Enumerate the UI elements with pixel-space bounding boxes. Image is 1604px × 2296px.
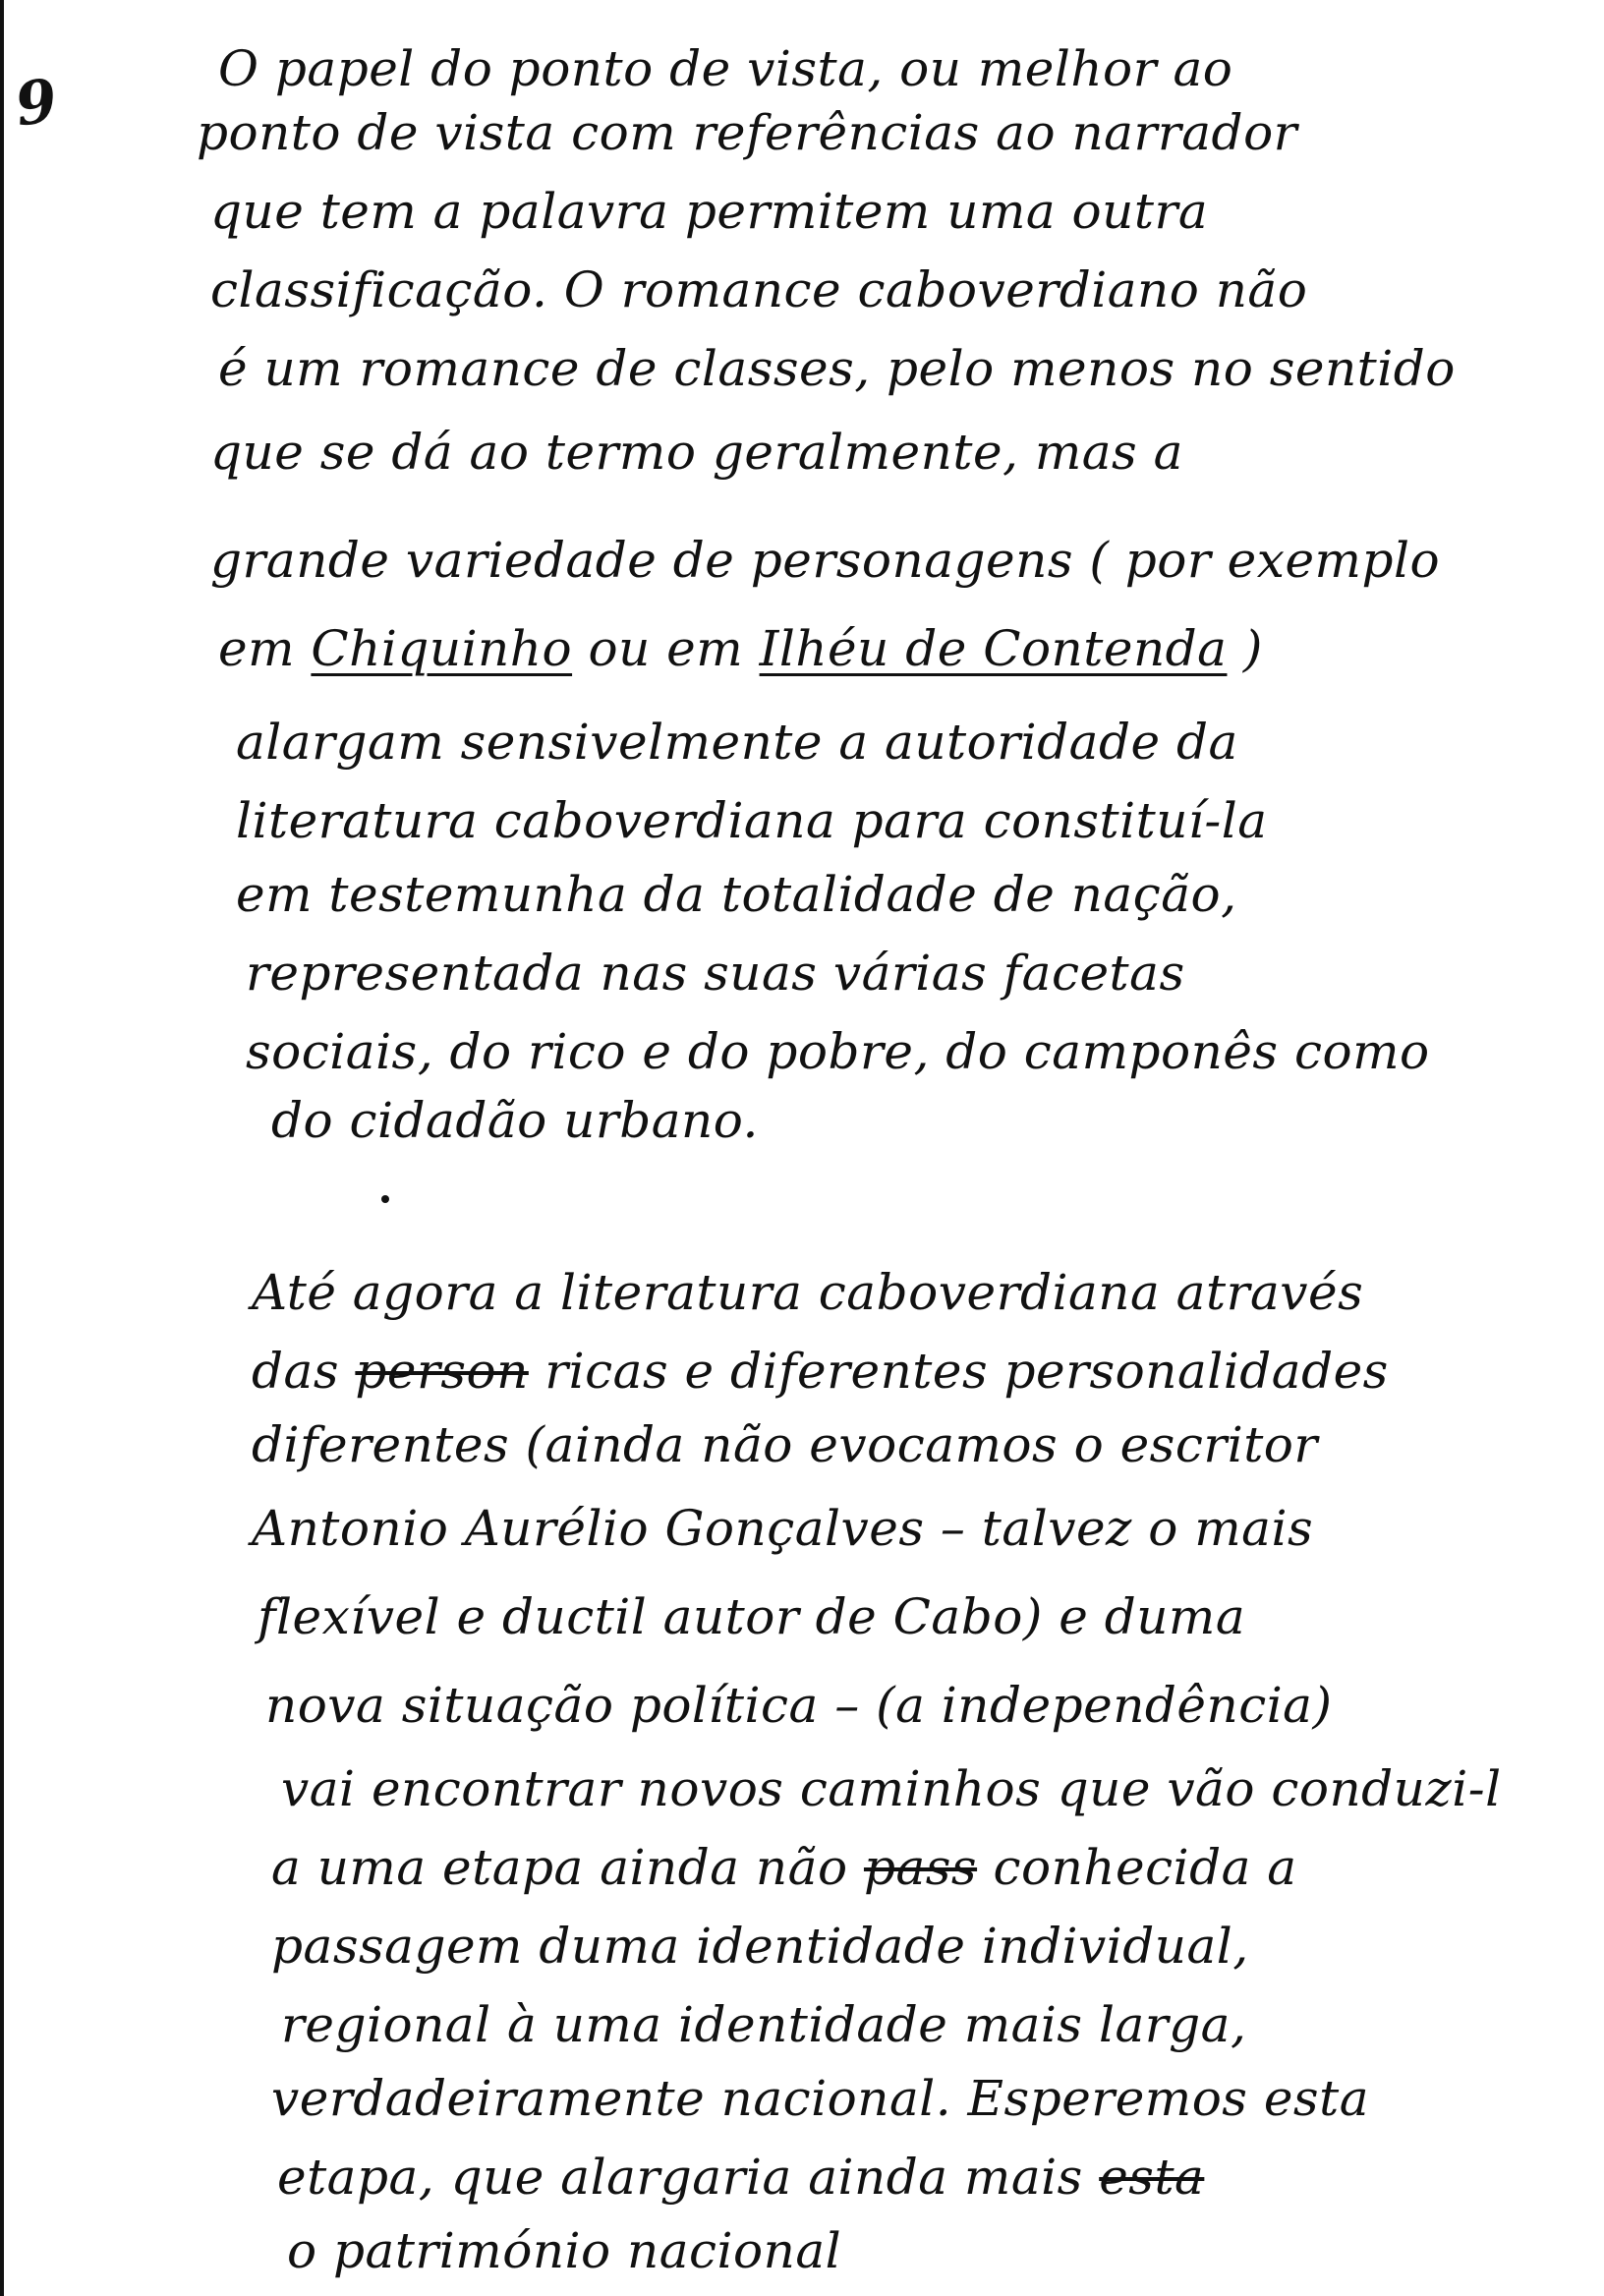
struck-word: person [355, 1343, 529, 1400]
book-title-chiquinho: Chiquinho [311, 620, 573, 677]
paragraph-1-line-4: classificação. O romance caboverdiano não [210, 261, 1308, 318]
paragraph-1-line-1: O papel do ponto de vista, ou melhor ao [218, 40, 1233, 97]
paragraph-1-line-10: literatura caboverdiana para constituí-la [236, 792, 1268, 849]
paragraph-1-line-8 [218, 619, 1263, 678]
paragraph-2-line-11: verdadeiramente nacional. Esperemos esta [271, 2070, 1369, 2127]
line-8-prefix: a uma etapa ainda não [271, 1839, 864, 1896]
paragraph-1-line-9: alargam sensivelmente a autoridade da [236, 714, 1238, 771]
left-margin-rule [0, 0, 4, 2296]
paragraph-1-line-7: grande variedade de personagens ( por exemplo [210, 532, 1441, 589]
paragraph-1-line-13: sociais, do rico e do pobre, do camponês como [246, 1023, 1430, 1080]
struck-word: esta [1099, 2149, 1205, 2206]
paragraph-1-line-11: em testemunha da totalidade de nação, [236, 866, 1237, 923]
line-12-prefix: etapa, que alargaria ainda mais [277, 2149, 1100, 2206]
paragraph-2-line-4: Antonio Aurélio Gonçalves – talvez o mais [252, 1500, 1314, 1557]
paragraph-2-line-3: diferentes (ainda não evocamos o escritor [252, 1416, 1318, 1473]
line-8-suffix: ) [1227, 620, 1263, 677]
line-2-suffix: ricas e diferentes personalidades [528, 1343, 1389, 1400]
paragraph-1-line-6: que se dá ao termo geralmente, mas a [210, 424, 1183, 481]
paragraph-2-line-13: o património nacional [287, 2222, 842, 2279]
book-title-ilheu-de-contenda: Ilhéu de Contenda [759, 620, 1228, 677]
line-8-middle: ou em [572, 620, 760, 677]
struck-word: pass [863, 1839, 978, 1896]
paragraph-2-line-6: nova situação política – (a independência) [265, 1677, 1333, 1734]
paragraph-2-line-10: regional à uma identidade mais larga, [281, 1996, 1247, 2053]
paragraph-2-line-1: Até agora a literatura caboverdiana através [252, 1264, 1364, 1321]
paragraph-2-line-9: passagem duma identidade individual, [271, 1918, 1249, 1975]
ink-dot [381, 1195, 389, 1203]
paragraph-1-line-2: ponto de vista com referências ao narrador [197, 104, 1298, 161]
paragraph-2-line-8 [271, 1838, 1297, 1897]
paragraph-2-line-5: flexível e ductil autor de Cabo) e duma [258, 1588, 1246, 1645]
paragraph-2-line-12 [277, 2148, 1204, 2207]
paragraph-2-line-7: vai encontrar novos caminhos que vão conduzi-l [281, 1760, 1502, 1817]
line-8-suffix: conhecida a [977, 1839, 1297, 1896]
paragraph-2-line-2 [252, 1342, 1389, 1401]
line-2-prefix: das [252, 1343, 356, 1400]
page-number: 9 [11, 66, 62, 141]
paragraph-1-line-5: é um romance de classes, pelo menos no sentido [218, 340, 1456, 397]
paragraph-1-line-14: do cidadão urbano. [271, 1092, 759, 1149]
paragraph-1-line-12: representada nas suas várias facetas [246, 945, 1185, 1002]
paragraph-1-line-3: que tem a palavra permitem uma outra [210, 183, 1209, 240]
line-8-prefix: em [218, 620, 312, 677]
